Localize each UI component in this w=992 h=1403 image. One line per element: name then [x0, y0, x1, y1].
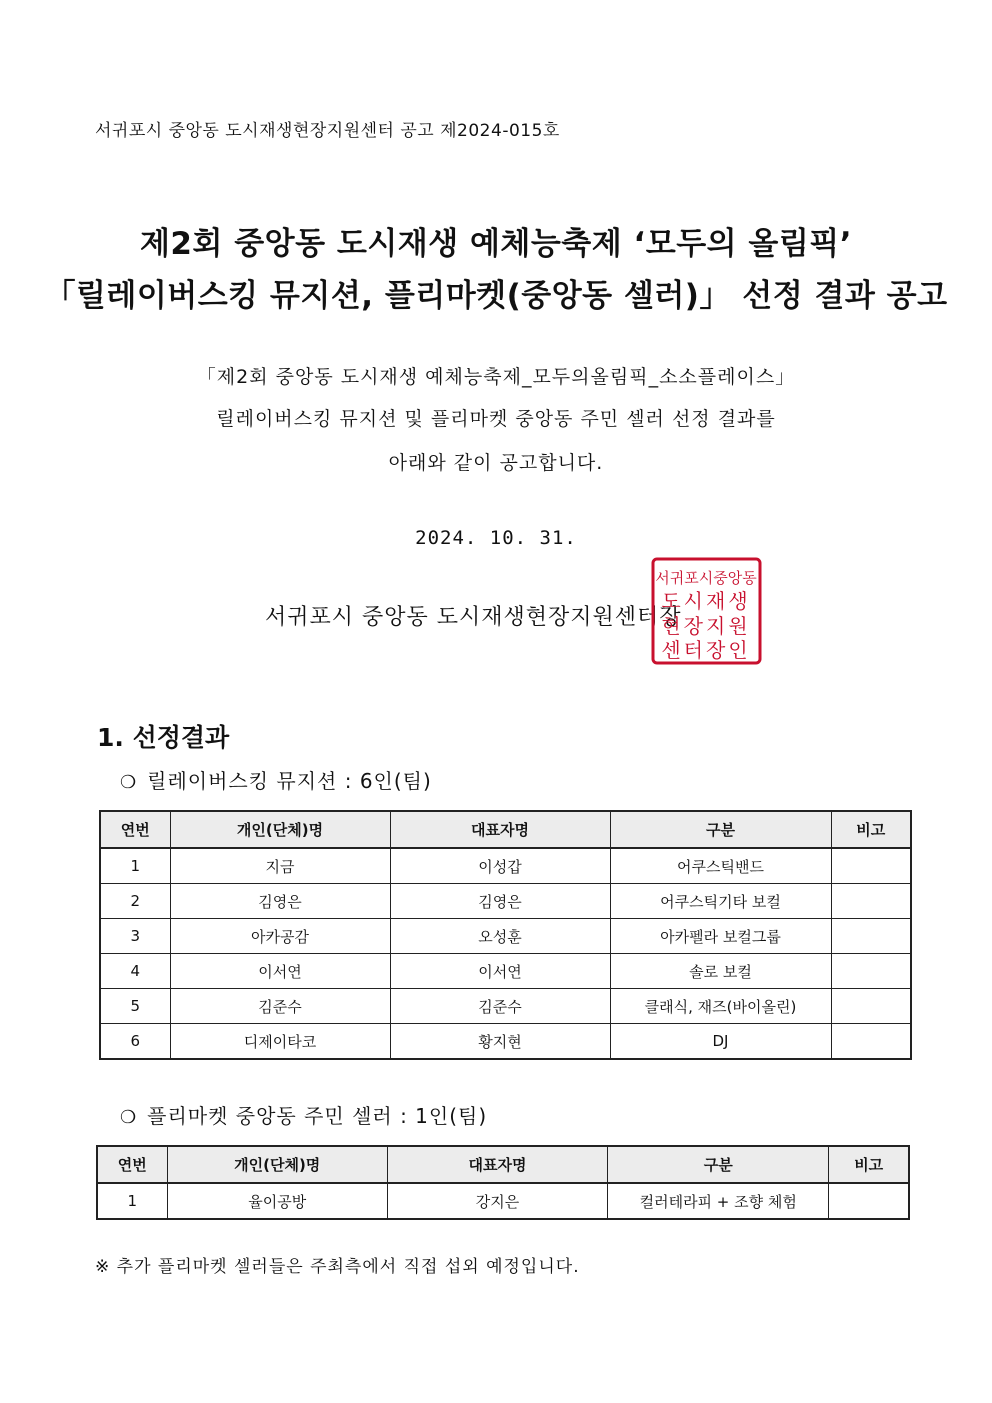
cell-note [831, 954, 911, 989]
cell-category: DJ [610, 1024, 831, 1060]
musicians-table [99, 810, 912, 1060]
cell-representative: 황지현 [390, 1024, 610, 1060]
header-name: 개인(단체)명 [170, 811, 390, 848]
cell-name: 이서연 [170, 954, 390, 989]
cell-no: 4 [100, 954, 170, 989]
page-title-line-2: 「릴레이버스킹 뮤지션, 플리마켓(중앙동 셀러)」 선정 결과 공고 [44, 278, 948, 314]
sellers-heading [120, 1100, 487, 1129]
circle-bullet-icon: ❍ [120, 1107, 138, 1128]
header-name: 개인(단체)명 [167, 1146, 387, 1183]
cell-no: 3 [100, 919, 170, 954]
cell-note [831, 1024, 911, 1060]
cell-representative: 김준수 [390, 989, 610, 1024]
cell-note [831, 848, 911, 884]
seal-text: 센터장인 [661, 638, 751, 662]
table-row [100, 1024, 911, 1060]
issuer-name: 서귀포시 중앙동 도시재생현장지원센터장 [265, 605, 682, 630]
cell-no: 2 [100, 884, 170, 919]
cell-category: 클래식, 재즈(바이올린) [610, 989, 831, 1024]
cell-no: 1 [100, 848, 170, 884]
intro-line-1: 「제2회 중앙동 도시재생 예체능축제_모두의올림픽_소소플레이스」 [196, 366, 796, 388]
header-category: 구분 [608, 1146, 829, 1183]
header-note: 비고 [831, 811, 911, 848]
table-row [100, 954, 911, 989]
cell-name: 지금 [170, 848, 390, 884]
official-seal-stamp [650, 556, 763, 666]
cell-representative: 이서연 [390, 954, 610, 989]
circle-bullet-icon: ❍ [120, 772, 138, 793]
cell-no: 6 [100, 1024, 170, 1060]
cell-note [829, 1183, 909, 1219]
cell-note [831, 989, 911, 1024]
cell-no: 5 [100, 989, 170, 1024]
cell-representative: 강지은 [387, 1183, 607, 1219]
header-no: 연번 [97, 1146, 167, 1183]
header-representative: 대표자명 [390, 811, 610, 848]
cell-name: 디제이타코 [170, 1024, 390, 1060]
musicians-heading [120, 765, 432, 794]
table-row [100, 884, 911, 919]
header-no: 연번 [100, 811, 170, 848]
cell-name: 아카공감 [170, 919, 390, 954]
seal-text: 서귀포시중앙동 [655, 569, 757, 587]
table-row [100, 848, 911, 884]
cell-category: 컬러테라피 + 조향 체험 [608, 1183, 829, 1219]
cell-name: 율이공방 [167, 1183, 387, 1219]
cell-name: 김영은 [170, 884, 390, 919]
table-row [100, 919, 911, 954]
sellers-table [96, 1145, 910, 1220]
notice-number: 서귀포시 중앙동 도시재생현장지원센터 공고 제2024-015호 [95, 121, 560, 141]
cell-category: 아카펠라 보컬그룹 [610, 919, 831, 954]
intro-line-3: 아래와 같이 공고합니다. [388, 452, 604, 474]
cell-category: 어쿠스틱기타 보컬 [610, 884, 831, 919]
cell-category: 솔로 보컬 [610, 954, 831, 989]
cell-representative: 이성갑 [390, 848, 610, 884]
header-representative: 대표자명 [387, 1146, 607, 1183]
sellers-heading-text: 플리마켓 중앙동 주민 셀러 : 1인(팀) [147, 1104, 488, 1128]
intro-line-2: 릴레이버스킹 뮤지션 및 플리마켓 중앙동 주민 셀러 선정 결과를 [216, 408, 776, 430]
cell-representative: 오성훈 [390, 919, 610, 954]
cell-representative: 김영은 [390, 884, 610, 919]
cell-note [831, 884, 911, 919]
cell-note [831, 919, 911, 954]
table-header-row [97, 1146, 909, 1183]
cell-no: 1 [97, 1183, 167, 1219]
notice-date: 2024. 10. 31. [415, 527, 577, 549]
seal-text: 도시재생 [661, 589, 751, 613]
table-header-row [100, 811, 911, 848]
cell-name: 김준수 [170, 989, 390, 1024]
seal-text: 현장지원 [661, 614, 751, 638]
table-row [97, 1183, 909, 1219]
table-row [100, 989, 911, 1024]
cell-category: 어쿠스틱밴드 [610, 848, 831, 884]
section-heading: 1. 선정결과 [97, 723, 230, 752]
header-category: 구분 [610, 811, 831, 848]
page-title-line-1: 제2회 중앙동 도시재생 예체능축제 ‘모두의 올림픽’ [139, 226, 852, 262]
musicians-heading-text: 릴레이버스킹 뮤지션 : 6인(팀) [147, 769, 432, 793]
header-note: 비고 [829, 1146, 909, 1183]
footnote: ※ 추가 플리마켓 셀러들은 주최측에서 직접 섭외 예정입니다. [95, 1257, 580, 1277]
